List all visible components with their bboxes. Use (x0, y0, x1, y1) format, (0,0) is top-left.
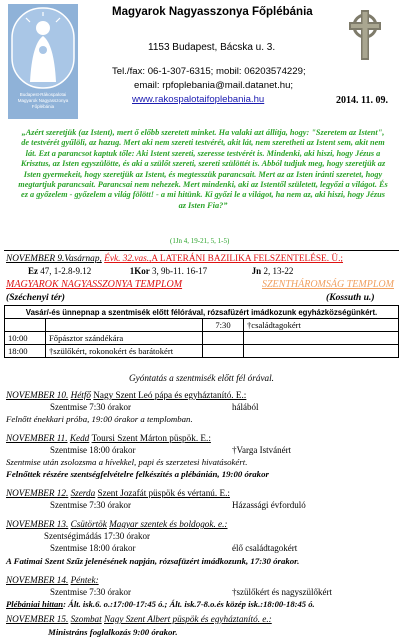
day-of-week: Szombat (70, 614, 102, 624)
intention-cell: †szülőkért, rokonokért és barátokért (46, 345, 203, 358)
day-note: Felnőttek részére szentségfelvételre felkészítés a plébánián, 19:00 órakor (6, 469, 269, 479)
day-of-week: Szerda (70, 488, 96, 498)
mass-intention: élő családtagokért (232, 543, 298, 553)
mass-time: Szentmise 7:30 órakor (50, 587, 131, 597)
day-heading (6, 614, 272, 624)
mass-time: Szentmise 7:30 órakor (50, 500, 131, 510)
day-note: Felnőtt énekkari próba, 19:00 órakor a templomban. (6, 414, 193, 424)
madonna-icon (8, 4, 78, 92)
left-church-name: MAGYAROK NAGYASSZONYA TEMPLOM (6, 279, 183, 290)
reading2-book: 1Kor (129, 266, 150, 276)
day-of-week: Hétfő (70, 390, 91, 400)
day-date: NOVEMBER 12. (6, 488, 69, 498)
left-church-location: (Széchenyi tér) (6, 292, 65, 303)
address: 1153 Budapest, Bácska u. 3. (148, 42, 276, 53)
day-saint: Szent Jozafát püspök és vértanú. E.: (97, 488, 230, 498)
day-heading (6, 488, 230, 498)
day-saint: : (95, 575, 99, 585)
email-line: email: rpfoplebania@mail.datanet.hu; (134, 80, 294, 91)
reading1-book: Ez (28, 266, 38, 276)
day-heading (6, 433, 211, 443)
mass-intention: Házassági évforduló (232, 500, 306, 510)
celtic-cross-icon (345, 8, 385, 62)
time-cell: 10:00 (5, 332, 46, 345)
table-row (5, 345, 399, 358)
day-heading (6, 390, 246, 400)
day-saint: Magyar szentek és boldogok. e.: (109, 519, 228, 529)
gospel: 2, 13-22 (263, 266, 294, 276)
day-heading (6, 575, 99, 585)
sunday-label: NOVEMBER 9.Vasárnap, (6, 254, 102, 264)
right-church-location: (Kossuth u.) (326, 292, 375, 303)
intention-cell (244, 332, 399, 345)
right-church-name: SZENTHÁROMSÁG TEMPLOM (262, 279, 394, 290)
logo-caption: Budapest-Rákospalotai Magyarok Nagyasszonya Főplébánia (17, 92, 69, 109)
mass-intention: †Varga Istvánért (232, 445, 292, 455)
parish-title: Magyarok Nagyasszonya Főplébánia (112, 6, 313, 18)
day-date: NOVEMBER 13. (6, 519, 69, 529)
catechism-times: : Ált. isk.6. o.:17:00-17:45 ó.; Ált. isk.7-8.o.és közép isk.:18:00-18:45 ó. (63, 599, 315, 609)
gospel-book: Jn (251, 266, 262, 276)
table-row (5, 332, 399, 345)
day-saint: Toursi Szent Márton püspök. E.: (91, 433, 211, 443)
parish-logo (8, 4, 78, 119)
divider (4, 250, 399, 251)
day-of-week: Csütörtök (70, 519, 107, 529)
week-label: Évk. 32.vas., (104, 254, 152, 264)
time-cell: 18:00 (5, 345, 46, 358)
time-cell (203, 345, 244, 358)
phone-line: Tel./fax: 06-1-307-6315; mobil: 06203574229; (112, 66, 306, 77)
time-cell (5, 319, 46, 332)
day-date: NOVEMBER 15. (6, 614, 69, 624)
schedule-header: Vasár/-és ünnepnap a szentmisék előtt félórával, rózsafüzért imádkozunk egyházközségünkért. (5, 306, 399, 319)
day-of-week: Kedd (69, 433, 90, 443)
time-cell: 7:30 (203, 319, 244, 332)
reading1: 47, 1-2.8-9.12 (40, 266, 92, 276)
mass-time: Szentmise 18:00 órakor (50, 445, 136, 455)
day-date: NOVEMBER 10. (6, 390, 69, 400)
feast-label: A LATERÁNI BAZILIKA FELSZENTELÉSE. Ü.; (151, 254, 343, 264)
intention-cell (244, 345, 399, 358)
scripture-quote: „Azért szeretjük (az Istent), mert ő előbb szeretett minket. Ha valaki azt állítja, hogy: "Szeretem az Istent", de testvérét gyűlöli, az hazug. Mert aki nem szereti testvérét, akit lát, nem szeretheti az Istent sem, akit nem lát. Ezt a parancsot kaptuk tőle: Aki Istent szereti, szeresse testvérét is. Mindenki, aki hiszi, hogy Jézus a Krisztus, az Isten egyszülötte, és aki a szülőt szereti, szereti szülöttét is. Abból tudjuk meg, hogy szeretjük az Isten gyermekeit, hogy szeretjük az Istent, és megtesszük parancsait. Mert az az Isten iránti szeretet, hogy megtartjuk parancsait. Parancsai nem nehezek. Mert mindenki, aki az Istentől született, legyőzi a világot. És ez a győzelem - győzelem a világ fölött! - a mi hitünk. Ki győzi le a világot, ha nem az, aki hiszi, hogy Jézus az Isten Fia?” (18, 128, 388, 210)
day-note: A Fatimai Szent Szűz jelenésének napján, rózsafüzért imádkozunk, 17:30 órakor. (6, 556, 300, 566)
day-of-week: Péntek (70, 575, 96, 585)
sunday-heading (6, 254, 343, 264)
table-row (5, 306, 399, 319)
adoration-time: Szentségimádás 17:30 órakor (44, 531, 150, 541)
bulletin-date: 2014. 11. 09. (336, 95, 388, 106)
catechism-label: Plébániai hittan (6, 599, 64, 609)
day-note: Ministráns foglalkozás 9:00 órakor. (48, 627, 178, 637)
day-saint: Nagy Szent Albert püspök és egyháztanító. e.: (104, 614, 272, 624)
website-link[interactable]: www.rakospalotaifoplebania.hu (132, 94, 265, 105)
catechism-line (6, 599, 315, 609)
intention-cell (46, 319, 203, 332)
quote-reference: (1Jn 4, 19-21, 5, 1-5) (170, 237, 230, 245)
reading2: 3, 9b-11. 16-17 (152, 266, 208, 276)
mass-schedule-table (4, 305, 399, 358)
day-note: Szentmise után zsolozsma a hívekkel, papi és szerzetesi hivatásokért. (6, 457, 248, 467)
intention-cell: †családtagokért (244, 319, 399, 332)
intention-cell: Főpásztor szándékára (46, 332, 203, 345)
table-row (5, 319, 399, 332)
time-cell (203, 332, 244, 345)
day-heading (6, 519, 228, 529)
mass-time: Szentmise 7:30 órakor (50, 402, 131, 412)
day-date: NOVEMBER 11. (6, 433, 68, 443)
day-date: NOVEMBER 14. (6, 575, 69, 585)
confession-note: Gyóntatás a szentmisék előtt fél órával. (129, 373, 274, 383)
day-saint: Nagy Szent Leó pápa és egyháztanító. E.: (93, 390, 247, 400)
mass-intention: †szülőkért és nagyszülőkért (232, 587, 332, 597)
mass-time: Szentmise 18:00 órakor (50, 543, 136, 553)
mass-intention: hálából (232, 402, 259, 412)
readings-line (28, 266, 293, 276)
